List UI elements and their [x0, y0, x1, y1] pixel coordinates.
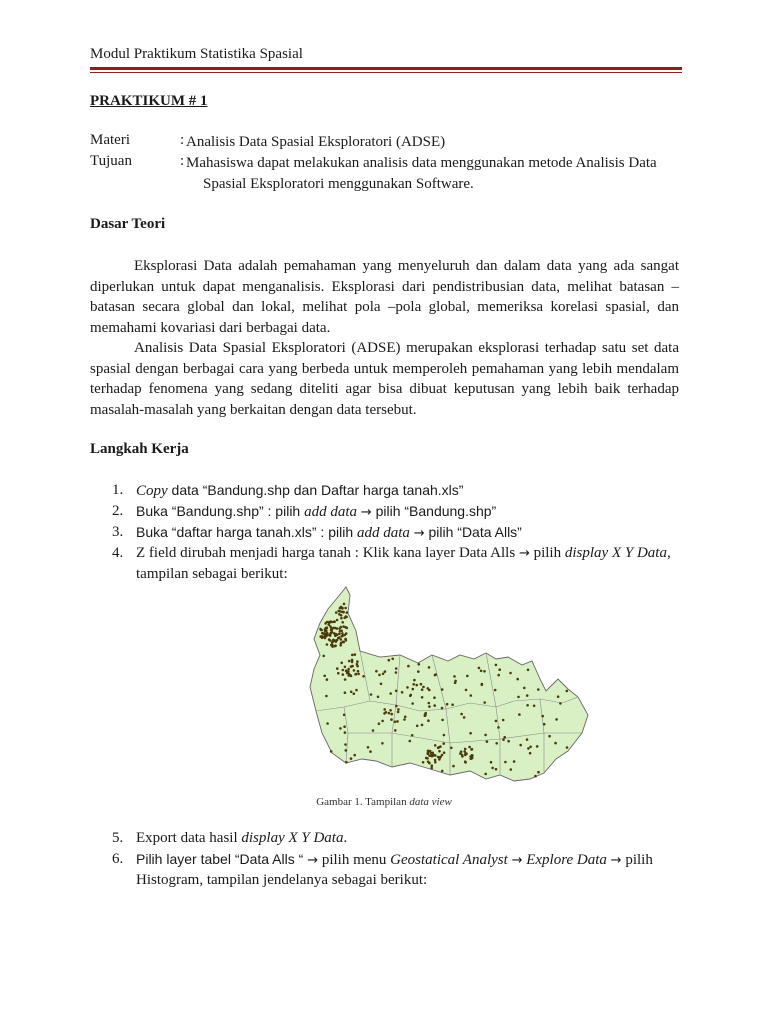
map-point [325, 627, 328, 630]
map-point [342, 669, 345, 672]
map-point [495, 768, 498, 771]
map-point [342, 611, 345, 614]
map-point [450, 747, 453, 750]
map-point [424, 714, 427, 717]
map-point [343, 617, 346, 620]
step-3: Buka “daftar harga tanah.xls” : pilih add data → pilih “Data Alls” [136, 524, 522, 541]
map-point [463, 716, 466, 719]
step-number: 5. [112, 830, 124, 846]
map-point [509, 672, 512, 675]
map-point [434, 759, 437, 762]
map-point [344, 666, 347, 669]
map-point [343, 725, 346, 728]
map-point [354, 653, 357, 656]
map-point [434, 761, 437, 764]
step-number: 6. [112, 851, 124, 867]
map-point [329, 639, 332, 642]
map-point [529, 752, 532, 755]
map-point [441, 707, 444, 710]
step-6: Pilih layer tabel “Data Alls “ → pilih menu Geostatical Analyst → Explore Data → pilih [136, 851, 653, 868]
map-point [339, 607, 342, 610]
map-point [428, 754, 431, 757]
map-point [335, 611, 338, 614]
arrow-right-icon: → [511, 853, 523, 868]
map-point [468, 746, 471, 749]
map-point [344, 743, 347, 746]
map-point [409, 740, 412, 743]
paragraph-2: Analisis Data Spasial Eksploratori (ADSE) merupakan eksplorasi terhadap satu set data spasial dengan berbagai cara yang berbeda untuk memperoleh pemahaman yang lebih mendalam terhadap fenomena yang sedang diteliti agar bisa dibuat keputusan yang lebih baik terhadap masalah-masalah yang berkaitan dengan data tersebut. [90, 340, 679, 418]
map-point [340, 662, 343, 665]
map-point [328, 623, 331, 626]
map-point [495, 664, 498, 667]
map-point [349, 674, 352, 677]
map-point [566, 690, 569, 693]
map-point [483, 701, 486, 704]
map-point [422, 686, 425, 689]
map-point [483, 670, 486, 673]
map-point [446, 703, 449, 706]
map-point [351, 659, 354, 662]
map-point [543, 723, 546, 726]
map-point [453, 675, 456, 678]
map-point [454, 680, 457, 683]
map-point [541, 715, 544, 718]
map-point [526, 694, 529, 697]
map-point [420, 683, 423, 686]
map-point [370, 693, 373, 696]
arrow-right-icon: → [518, 546, 530, 561]
map-point [347, 668, 350, 671]
map-point [424, 712, 427, 715]
map-point [504, 761, 507, 764]
map-point [341, 621, 344, 624]
map-point [495, 742, 498, 745]
map-point [336, 667, 339, 670]
map-point [381, 720, 384, 723]
map-point [340, 630, 343, 633]
map-point [533, 705, 536, 708]
arrow-right-icon: → [610, 853, 622, 868]
map-point [369, 750, 372, 753]
map-point [464, 760, 467, 763]
map-point [403, 718, 406, 721]
map-point [341, 607, 344, 610]
paragraph-1: Eksplorasi Data adalah pemahaman yang menyeluruh dan dalam data yang ada sangat diperlukan untuk dapat menganalisis. Eksplorasi dari pendistribusian data, melihat batasan – batasan secara global dan lokal, melihat pola –pola global, memeriksa korelasi spasial, dan memahami kovariasi dari berbagai data. [90, 258, 679, 336]
map-point [351, 654, 354, 657]
map-point [395, 671, 398, 674]
map-point [406, 686, 409, 689]
header-rule-thin [90, 72, 682, 73]
map-point [394, 729, 397, 732]
map-point [357, 670, 360, 673]
map-point [319, 628, 322, 631]
map-point [342, 625, 345, 628]
map-point [354, 673, 357, 676]
map-point [517, 696, 520, 699]
map-point [523, 687, 526, 690]
map-point [434, 744, 437, 747]
map-point [497, 726, 500, 729]
map-point [527, 669, 530, 672]
step-5: Export data hasil display X Y Data. [136, 830, 348, 846]
map-point [413, 679, 416, 682]
colon: : [180, 132, 185, 148]
map-point [344, 607, 347, 610]
langkah-kerja-heading: Langkah Kerja [90, 441, 189, 457]
map-point [412, 688, 415, 691]
map-point [330, 750, 333, 753]
map-point [537, 688, 540, 691]
map-point [343, 634, 346, 637]
map-point [427, 719, 430, 722]
map-point [466, 675, 469, 678]
map-point [372, 729, 375, 732]
map-point [442, 742, 445, 745]
map-point [441, 719, 444, 722]
step-number: 2. [112, 503, 124, 519]
map-point [433, 704, 436, 707]
map-point [516, 678, 519, 681]
map-point [330, 629, 333, 632]
map-point [355, 689, 358, 692]
map-point [428, 666, 431, 669]
map-point [559, 702, 562, 705]
tujuan-line2: Spasial Eksploratori menggunakan Software. [203, 176, 474, 192]
map-point [430, 767, 433, 770]
map-point [534, 775, 537, 778]
map-point [326, 722, 329, 725]
map-point [353, 669, 356, 672]
map-point [497, 674, 500, 677]
map-point [434, 674, 437, 677]
map-point [389, 692, 392, 695]
map-point [334, 627, 337, 630]
map-point [422, 761, 425, 764]
map-point [503, 736, 506, 739]
map-point [401, 691, 404, 694]
map-point [416, 725, 419, 728]
map-point [344, 691, 347, 694]
map-point [391, 658, 394, 661]
map-point [478, 667, 481, 670]
step-2: Buka “Bandung.shp” : pilih add data → pilih “Bandung.shp” [136, 503, 497, 520]
map-point [537, 771, 540, 774]
map-point [383, 708, 386, 711]
map-point [459, 752, 462, 755]
map-point [426, 757, 429, 760]
map-point [378, 722, 381, 725]
figure-caption: Gambar 1. Tampilan data view [316, 796, 452, 808]
map-point [331, 645, 334, 648]
materi-value: Analisis Data Spasial Eksploratori (ADSE) [186, 134, 446, 150]
map-point [433, 696, 436, 699]
map-point [421, 696, 424, 699]
map-point [350, 691, 353, 694]
dasar-teori-body [90, 256, 679, 420]
map-point [421, 688, 424, 691]
map-point [381, 742, 384, 745]
map-point [353, 754, 356, 757]
map-point [428, 762, 431, 765]
map-point [345, 749, 348, 752]
map-point [490, 761, 493, 764]
map-point [529, 746, 532, 749]
map-point [356, 660, 359, 663]
map-point [452, 765, 455, 768]
map-point [375, 670, 378, 673]
map-point [460, 713, 463, 716]
map-point [340, 635, 343, 638]
map-point [326, 643, 329, 646]
map-point [491, 767, 494, 770]
map-point [342, 673, 345, 676]
map-point [325, 695, 328, 698]
map-point [502, 738, 505, 741]
map-point [481, 684, 484, 687]
map-point [494, 689, 497, 692]
map-point [469, 732, 472, 735]
arrow-right-icon: → [360, 505, 372, 520]
map-point [326, 678, 329, 681]
step-4: Z field dirubah menjadi harga tanah : Klik kana layer Data Alls → pilih display X Y Data, [136, 545, 671, 561]
map-point [554, 742, 557, 745]
map-point [471, 757, 474, 760]
map-point [389, 709, 392, 712]
map-point [378, 674, 381, 677]
arrow-right-icon: → [413, 526, 425, 541]
step-1: Copy data “Bandung.shp dan Daftar harga tanah.xls” [136, 482, 464, 499]
map-point [410, 694, 413, 697]
map-point [407, 665, 410, 668]
map-point [337, 672, 340, 675]
map-point [380, 683, 383, 686]
map-point [397, 708, 400, 711]
map-point [336, 634, 339, 637]
map-point [336, 619, 339, 622]
map-point [377, 696, 380, 699]
map-point [461, 755, 464, 758]
map-point [470, 694, 473, 697]
map-point [415, 684, 418, 687]
map-point [431, 764, 434, 767]
map-point [345, 761, 348, 764]
map-point [395, 705, 398, 708]
map-point [344, 678, 347, 681]
tujuan-label: Tujuan [90, 153, 132, 169]
map-outline [310, 587, 588, 781]
map-point [484, 734, 487, 737]
map-point [431, 754, 434, 757]
map-point [451, 703, 454, 706]
step-4-continued: tampilan sebagai berikut: [136, 566, 288, 582]
map-point [330, 621, 333, 624]
map-point [344, 638, 347, 641]
map-point [396, 720, 399, 723]
tujuan-line1: Mahasiswa dapat melakukan analisis data menggunakan metode Analisis Data [186, 155, 657, 171]
map-point [397, 711, 400, 714]
map-regions [310, 587, 588, 781]
map-point [411, 734, 414, 737]
map-point [502, 719, 505, 722]
map-point [438, 757, 441, 760]
map-point [388, 659, 391, 662]
map-point [498, 668, 501, 671]
map-point [421, 724, 424, 727]
map-point [350, 757, 353, 760]
map-point [346, 611, 349, 614]
practicum-title: PRAKTIKUM # 1 [90, 93, 208, 109]
map-point [412, 683, 415, 686]
map-point [428, 705, 431, 708]
map-point [367, 746, 370, 749]
map-point [439, 745, 442, 748]
map-point [344, 731, 347, 734]
map-point [394, 721, 397, 724]
step-6-continued: Histogram, tampilan jendelanya sebagai berikut: [136, 872, 428, 888]
map-point [417, 670, 420, 673]
map-point [341, 632, 344, 635]
map-point [333, 632, 336, 635]
map-point [325, 635, 328, 638]
map-point [340, 626, 343, 629]
map-point [395, 690, 398, 693]
map-point [441, 770, 444, 773]
map-point [510, 768, 513, 771]
map-point [557, 695, 560, 698]
map-point [526, 738, 529, 741]
colon: : [180, 153, 185, 169]
step-number: 4. [112, 545, 124, 561]
map-point [441, 754, 444, 757]
map-point [464, 754, 467, 757]
materi-label: Materi [90, 132, 130, 148]
map-point [518, 713, 521, 716]
map-point [470, 748, 473, 751]
arrow-right-icon: → [307, 853, 319, 868]
map-point [356, 665, 359, 668]
map-point [350, 665, 353, 668]
map-point [334, 644, 337, 647]
map-point [390, 718, 393, 721]
map-point [431, 752, 434, 755]
map-point [340, 617, 343, 620]
map-point [336, 639, 339, 642]
map-point [418, 663, 421, 666]
map-point [346, 672, 349, 675]
map-point [428, 702, 431, 705]
map-point [357, 673, 360, 676]
map-point [395, 667, 398, 670]
step-number: 1. [112, 482, 124, 498]
map-point [465, 689, 468, 692]
map-point [507, 740, 510, 743]
map-point [437, 747, 440, 750]
map-point [321, 632, 324, 635]
map-point [480, 670, 483, 673]
map-point [486, 740, 489, 743]
map-point [495, 720, 498, 723]
map-point [388, 712, 391, 715]
map-point [342, 641, 345, 644]
map-point [362, 675, 365, 678]
map-point [340, 638, 343, 641]
map-point [464, 748, 467, 751]
map-point [404, 716, 407, 719]
map-point [338, 613, 341, 616]
running-header: Modul Praktikum Statistika Spasial [90, 46, 303, 62]
dasar-teori-heading: Dasar Teori [90, 216, 166, 232]
map-point [339, 610, 342, 613]
map-point [343, 603, 346, 606]
map-point [329, 634, 332, 637]
map-point [443, 734, 446, 737]
map-point [348, 660, 351, 663]
map-point [441, 688, 444, 691]
bandung-map-figure [300, 583, 590, 793]
map-point [339, 727, 342, 730]
map-point [566, 746, 569, 749]
map-point [353, 692, 356, 695]
map-point [443, 751, 446, 754]
step-number: 3. [112, 524, 124, 540]
map-point [323, 675, 326, 678]
map-point [438, 750, 441, 753]
map-point [319, 635, 322, 638]
header-rule-thick [90, 67, 682, 70]
map-point [536, 745, 539, 748]
map-point [322, 655, 325, 658]
map-point [324, 630, 327, 633]
map-point [548, 735, 551, 738]
map-point [555, 718, 558, 721]
map-point [384, 670, 387, 673]
map-point [526, 704, 529, 707]
map-point [434, 754, 437, 757]
map-point [513, 760, 516, 763]
map-point [411, 702, 414, 705]
map-point [427, 750, 430, 753]
map-point [332, 640, 335, 643]
map-point [484, 773, 487, 776]
map-point [519, 744, 522, 747]
map-point [390, 713, 393, 716]
map-point [330, 632, 333, 635]
map-point [527, 747, 530, 750]
map-point [324, 622, 327, 625]
map-point [383, 712, 386, 715]
map-point [428, 689, 431, 692]
map-point [343, 714, 346, 717]
map-point [382, 673, 385, 676]
